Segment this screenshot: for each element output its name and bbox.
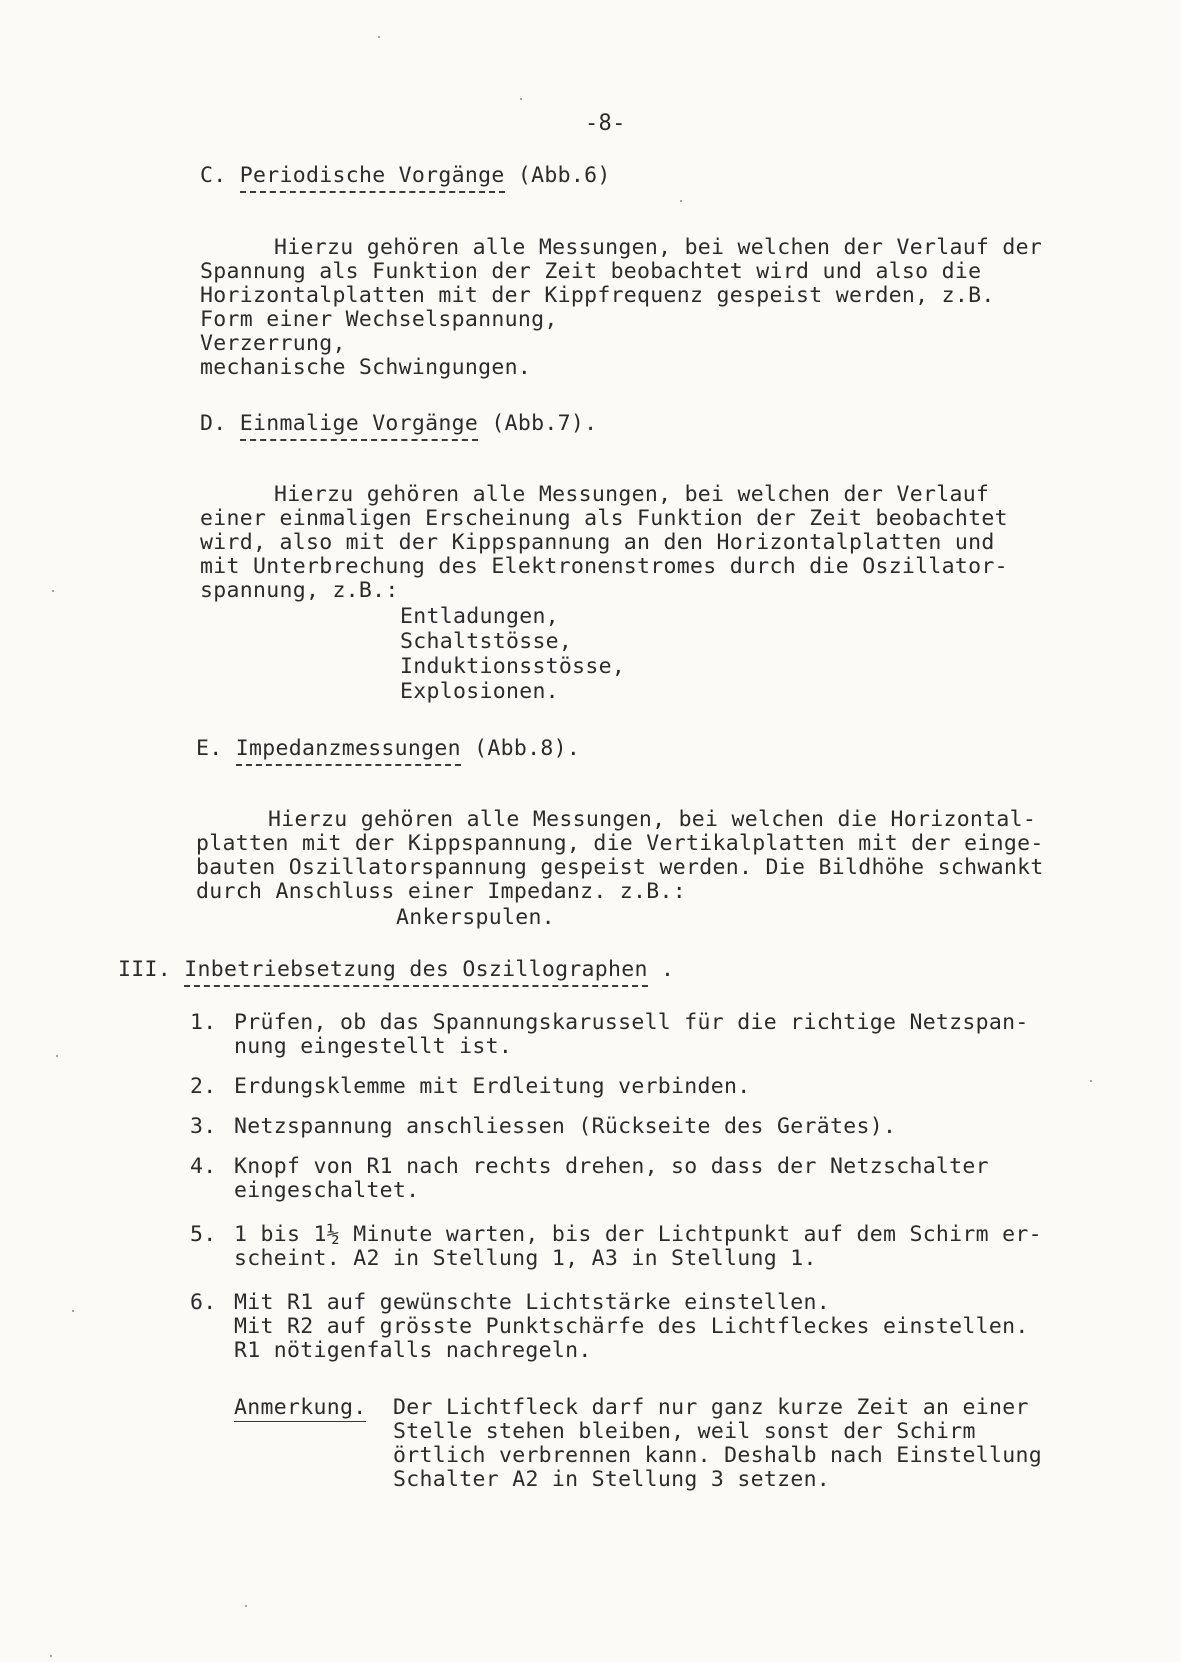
- step-text-line: eingeschaltet.: [234, 1178, 420, 1203]
- section-e-example: Ankerspulen.: [396, 905, 555, 930]
- step-text-line: Erdungsklemme mit Erdleitung verbinden.: [234, 1074, 751, 1099]
- section-c-heading: [200, 164, 611, 188]
- scan-speck: [520, 98, 522, 100]
- step-text-line: R1 nötigenfalls nachregeln.: [234, 1338, 592, 1363]
- section-iii-numeral: III.: [118, 957, 171, 982]
- scan-speck: [72, 1310, 74, 1312]
- step-text-line: Prüfen, ob das Spannungskarussell für die richtige Netzspan-: [234, 1010, 1029, 1035]
- scan-speck: [378, 36, 380, 38]
- section-c-letter: C.: [200, 163, 227, 188]
- section-e-letter: E.: [196, 736, 223, 761]
- step-text-line: Mit R1 auf gewünschte Lichtstärke einstellen.: [234, 1290, 830, 1315]
- note-text-line: Schalter A2 in Stellung 3 setzen.: [393, 1467, 831, 1492]
- section-d-heading: [200, 412, 597, 436]
- step-number: 5.: [190, 1222, 217, 1247]
- section-c-text-line: Hierzu gehören alle Messungen, bei welchen der Verlauf der: [274, 235, 1043, 260]
- section-d-text-line: einer einmaligen Erscheinung als Funktion der Zeit beobachtet: [200, 506, 1008, 531]
- step-text-line: nung eingestellt ist.: [234, 1034, 513, 1059]
- step-text-line: Knopf von R1 nach rechts drehen, so dass der Netzschalter: [234, 1154, 989, 1179]
- section-d-example: Schaltstösse,: [400, 629, 573, 654]
- section-d-text-line: spannung, z.B.:: [200, 578, 399, 603]
- scan-speck: [680, 200, 682, 202]
- note-label: [234, 1396, 366, 1420]
- note-text-line: Stelle stehen bleiben, weil sonst der Schirm: [393, 1419, 976, 1444]
- section-c-text-line: Form einer Wechselspannung,: [200, 307, 558, 332]
- step-text-line: Netzspannung anschliessen (Rückseite des Gerätes).: [234, 1114, 897, 1139]
- step-text-line: scheint. A2 in Stellung 1, A3 in Stellung 1.: [234, 1246, 817, 1271]
- section-c-text-line: mechanische Schwingungen.: [200, 355, 532, 380]
- section-d-ref: (Abb.7).: [491, 411, 598, 436]
- section-d-example: Induktionsstösse,: [400, 654, 626, 679]
- section-d-example: Explosionen.: [400, 679, 559, 704]
- note-text-line: örtlich verbrennen kann. Deshalb nach Einstellung: [393, 1443, 1042, 1468]
- section-iii-title: Inbetriebsetzung des Oszillographen: [184, 957, 648, 987]
- note-text-line: Der Lichtfleck darf nur ganz kurze Zeit an einer: [393, 1395, 1029, 1420]
- scan-speck: [56, 1055, 58, 1057]
- section-d-text-line: Hierzu gehören alle Messungen, bei welchen der Verlauf: [274, 482, 990, 507]
- step-number: 2.: [190, 1074, 217, 1099]
- section-d-letter: D.: [200, 411, 227, 436]
- section-c-title: Periodische Vorgänge: [240, 163, 505, 193]
- section-e-text-line: bauten Oszillatorspannung gespeist werden. Die Bildhöhe schwankt: [196, 855, 1044, 880]
- page-number: -8-: [585, 111, 626, 136]
- step-number: 3.: [190, 1114, 217, 1139]
- section-iii-trailing: .: [661, 957, 675, 982]
- section-e-heading: [196, 737, 580, 761]
- section-e-text-line: durch Anschluss einer Impedanz. z.B.:: [196, 879, 687, 904]
- scan-speck: [245, 1605, 247, 1607]
- section-e-title: Impedanzmessungen: [236, 736, 461, 766]
- step-number: 6.: [190, 1290, 217, 1315]
- section-e-text-line: Hierzu gehören alle Messungen, bei welchen die Horizontal-: [268, 807, 1037, 832]
- step-text-line: Mit R2 auf grösste Punktschärfe des Lichtfleckes einstellen.: [234, 1314, 1029, 1339]
- section-d-text-line: mit Unterbrechung des Elektronenstromes durch die Oszillator-: [200, 554, 1008, 579]
- section-c-text-line: Spannung als Funktion der Zeit beobachtet wird und also die: [200, 259, 982, 284]
- section-iii-heading: [118, 958, 674, 982]
- section-c-ref: (Abb.6): [517, 163, 611, 188]
- section-c-text-line: Horizontalplatten mit der Kippfrequenz gespeist werden, z.B.: [200, 283, 995, 308]
- section-d-example: Entladungen,: [400, 604, 559, 629]
- scan-speck: [50, 1655, 52, 1657]
- section-e-text-line: platten mit der Kippspannung, die Vertikalplatten mit der einge-: [196, 831, 1044, 856]
- section-e-ref: (Abb.8).: [474, 736, 581, 761]
- note-label-text: Anmerkung.: [234, 1395, 367, 1420]
- section-d-title: Einmalige Vorgänge: [240, 411, 478, 441]
- step-number: 1.: [190, 1010, 217, 1035]
- step-number: 4.: [190, 1154, 217, 1179]
- section-c-text-line: Verzerrung,: [200, 331, 346, 356]
- scan-speck: [1090, 1080, 1092, 1082]
- section-d-text-line: wird, also mit der Kippspannung an den Horizontalplatten und: [200, 530, 995, 555]
- scan-speck: [52, 590, 54, 592]
- step-text-line: 1 bis 1½ Minute warten, bis der Lichtpunkt auf dem Schirm er-: [234, 1222, 1042, 1247]
